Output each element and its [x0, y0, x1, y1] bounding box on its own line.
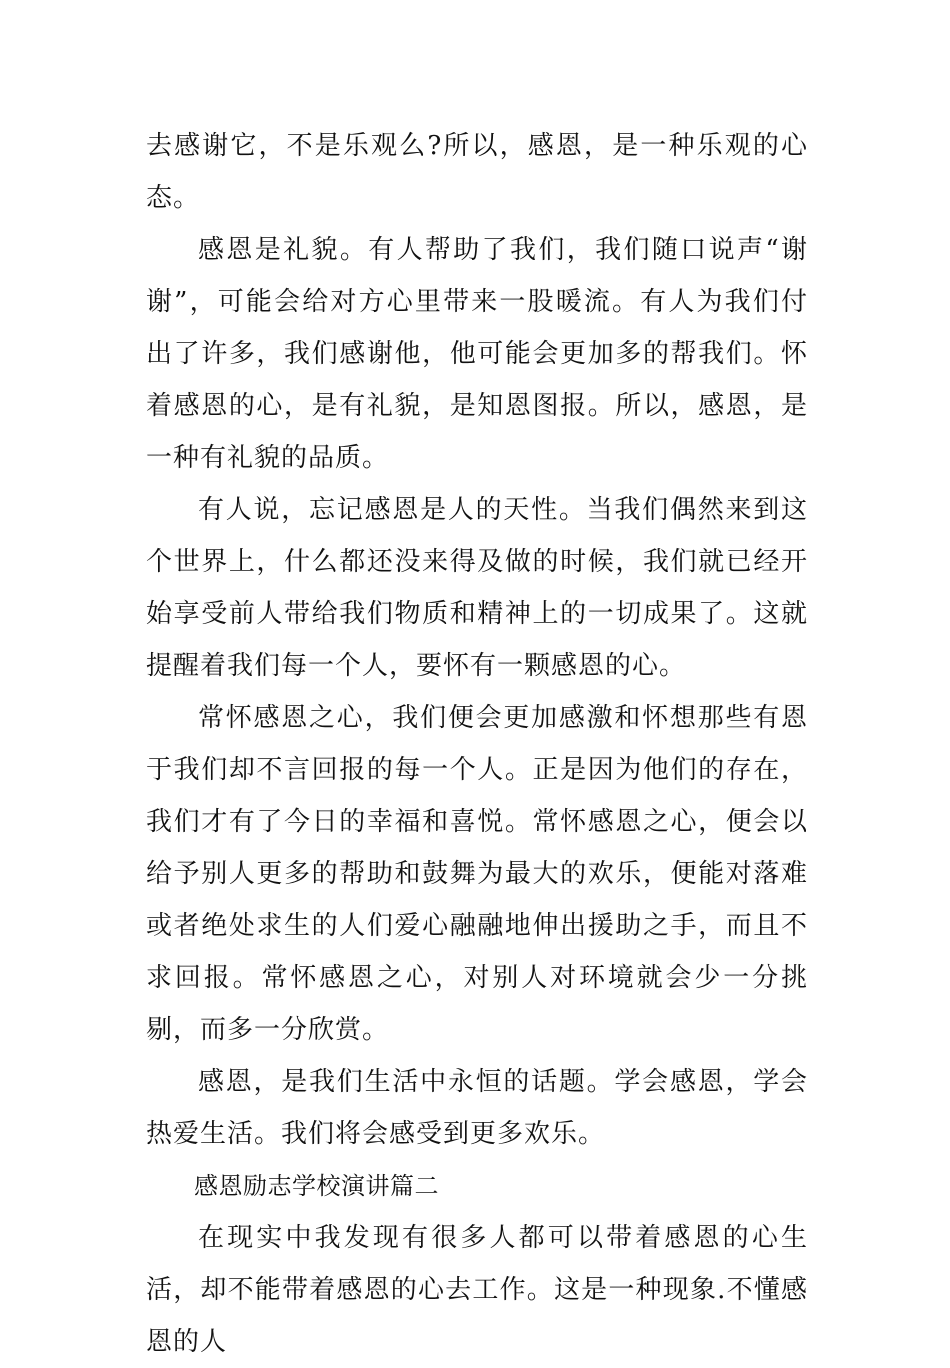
paragraph-courtesy: 感恩是礼貌。有人帮助了我们，我们随口说声“谢谢”，可能会给对方心里带来一股暖流。有人为我们付出了许多，我们感谢他，他可能会更加多的帮我们。怀着感恩的心，是有礼貌，是知恩图报。所以，感恩，是一种有礼貌的品质。: [146, 235, 808, 473]
document-body: [146, 120, 808, 1368]
paragraph-eternal-topic: 感恩，是我们生活中永恒的话题。学会感恩，学会热爱生活。我们将会感受到更多欢乐。: [146, 1067, 808, 1149]
paragraph-reality: 在现实中我发现有很多人都可以带着感恩的心生活，却不能带着感恩的心去工作。这是一种现象.不懂感恩的人: [146, 1223, 808, 1357]
section-heading: 感恩励志学校演讲篇二: [194, 1172, 439, 1200]
paragraph-grateful-heart: 常怀感恩之心，我们便会更加感激和怀想那些有恩于我们却不言回报的每一个人。正是因为他们的存在，我们才有了今日的幸福和喜悦。常怀感恩之心，便会以给予别人更多的帮助和鼓舞为最大的欢乐，便能对落难或者绝处求生的人们爱心融融地伸出援助之手，而且不求回报。常怀感恩之心，对别人对环境就会少一分挑剔，而多一分欣赏。: [146, 703, 808, 1045]
paragraph-human-nature: 有人说，忘记感恩是人的天性。当我们偶然来到这个世界上，什么都还没来得及做的时候，我们就已经开始享受前人带给我们物质和精神上的一切成果了。这就提醒着我们每一个人，要怀有一颗感恩的心。: [146, 495, 808, 681]
paragraph-continuation: 去感谢它，不是乐观么?所以，感恩，是一种乐观的心态。: [146, 131, 808, 213]
